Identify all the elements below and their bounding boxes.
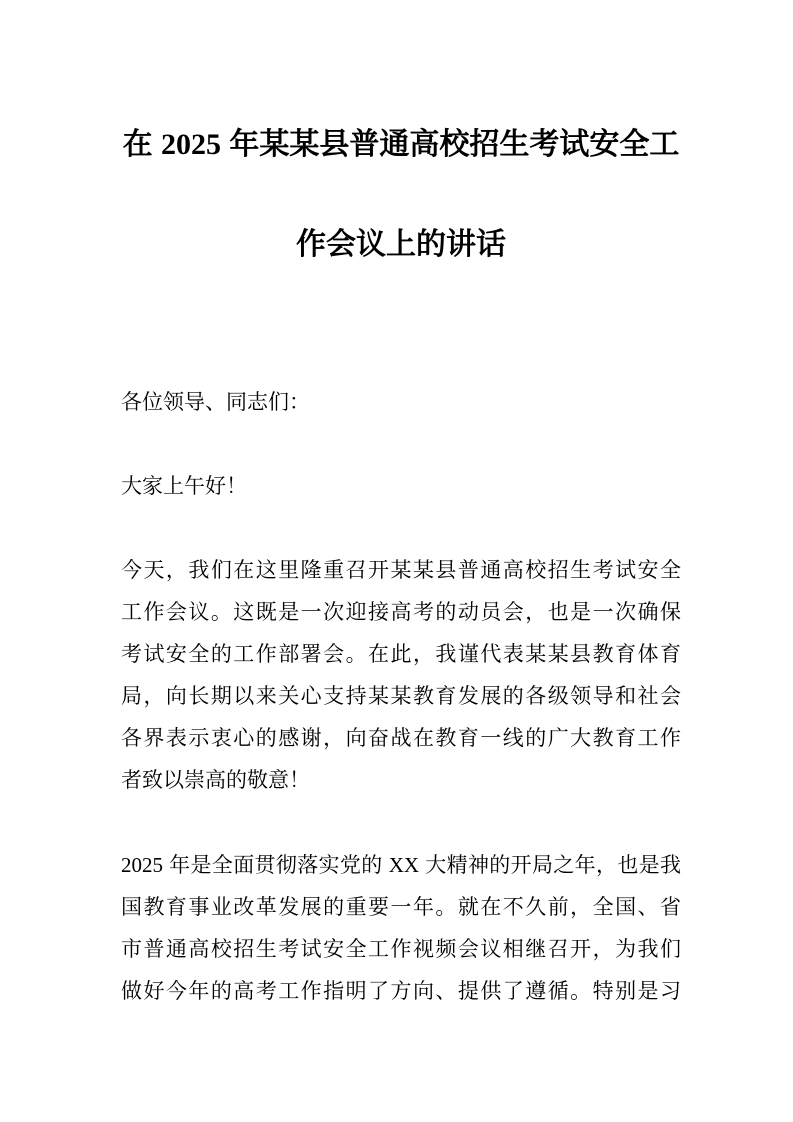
paragraph-line: 考试安全的工作部署会。在此，我谨代表某某县教育体育 xyxy=(121,643,681,666)
paragraph-line: 大家上午好！ xyxy=(121,475,247,498)
paragraph-line: 2025 年是全面贯彻落实党的 XX 大精神的开局之年，也是我 xyxy=(121,853,681,877)
salutation-paragraph xyxy=(121,382,681,424)
paragraph-line: 市普通高校招生考试安全工作视频会议相继召开，为我们 xyxy=(121,938,681,961)
paragraph-line: 国教育事业改革发展的重要一年。就在不久前，全国、省 xyxy=(121,896,681,919)
document-title xyxy=(121,95,681,295)
body-paragraph-1 xyxy=(121,550,681,802)
paragraph-line: 者致以崇高的敬意！ xyxy=(121,769,310,792)
paragraph-line: 各位领导、同志们： xyxy=(121,391,310,414)
body-paragraph-2 xyxy=(121,844,681,1013)
latin-text: 2025 xyxy=(161,128,221,161)
paragraph-line: 今天，我们在这里隆重召开某某县普通高校招生考试安全 xyxy=(121,559,681,582)
paragraph-line: 做好今年的高考工作指明了方向、提供了遵循。特别是习 xyxy=(121,980,681,1003)
latin-text: 2025 xyxy=(121,853,163,877)
title-line-1: 在 2025 年某某县普通高校招生考试安全工 xyxy=(122,128,680,161)
paragraph-line: 各界表示衷心的感谢，向奋战在教育一线的广大教育工作 xyxy=(121,727,681,750)
paragraph-line: 局，向长期以来关心支持某某教育发展的各级领导和社会 xyxy=(121,685,681,708)
title-line-2: 作会议上的讲话 xyxy=(296,228,506,261)
latin-text: XX xyxy=(388,853,420,877)
paragraph-line: 工作会议。这既是一次迎接高考的动员会，也是一次确保 xyxy=(121,601,681,624)
greeting-paragraph xyxy=(121,466,681,508)
